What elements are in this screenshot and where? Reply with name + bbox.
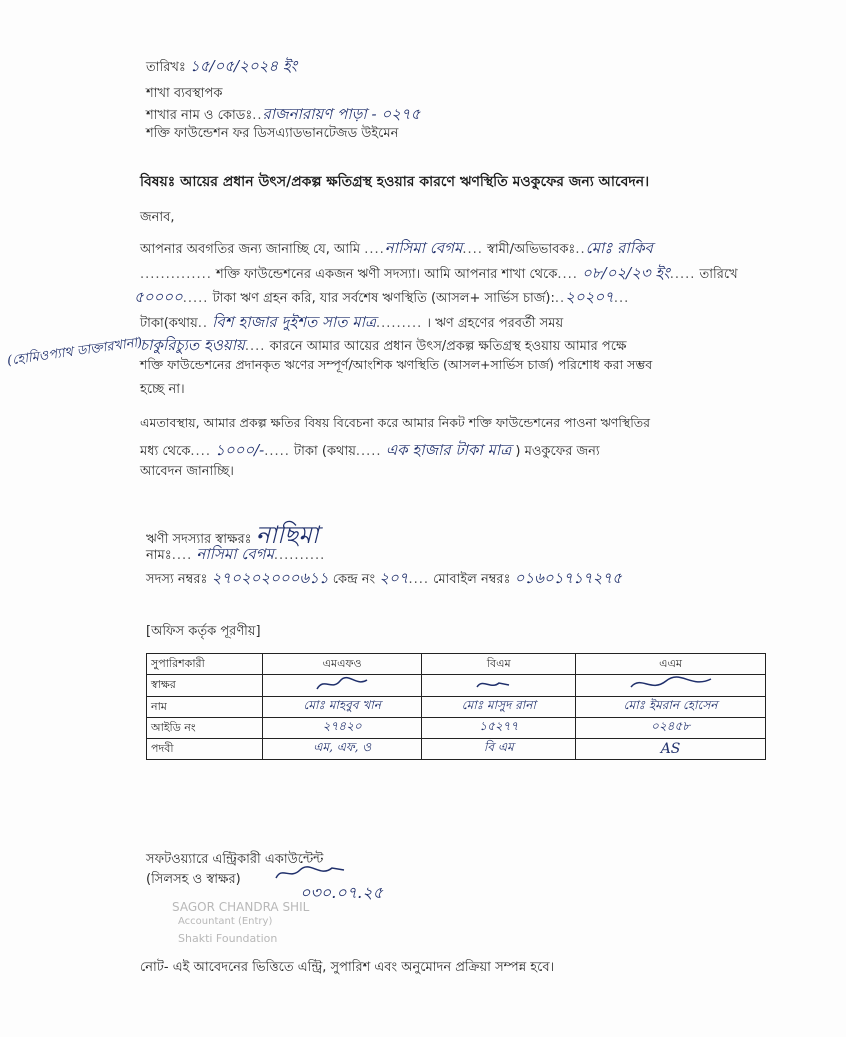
- para1-text-g: । ঋণ গ্রহণের পরবর্তী সময়: [426, 316, 564, 331]
- para2-text-a: মধ্য থেকে: [140, 444, 191, 459]
- para1-line3: ৫০০০০..... টাকা ঋণ গ্রহন করি, যার সর্বশেষ ঋণস্থিতি (আসল+ সার্ভিস চার্জ):..২০২০৭...: [134, 288, 630, 306]
- para2-line3: আবেদন জানাচ্ছি।: [140, 464, 234, 479]
- am-signature-cell: [576, 675, 766, 697]
- table-row: [147, 718, 766, 739]
- footer-note: নোট- এই আবেদনের ভিত্তিতে এন্ট্রি, সুপারিশ এবং অনুমোদন প্রক্রিয়া সম্পন্ন হবে।: [140, 960, 555, 975]
- center-number-label: কেন্দ্র নং: [332, 572, 376, 587]
- member-name-hw: নাসিমা বেগম: [196, 545, 274, 563]
- mfo-signature-icon: [312, 675, 372, 693]
- waive-words-hw: এক হাজার টাকা মাত্র: [385, 441, 512, 459]
- table-header-cell: সুপারিশকারী: [147, 654, 263, 675]
- member-name-line: নামঃ.... নাসিমা বেগম..........: [146, 545, 326, 563]
- date-label: তারিখঃ: [146, 60, 186, 75]
- accountant-date-hw: ০৩০.০৭.২৫: [300, 883, 383, 902]
- branch-value: রাজনারায়ণ পাড়া - ০২৭৫: [262, 105, 421, 123]
- margin-note-hw: (হোমিওপ্যাথ ডাক্তারখানা): [6, 335, 144, 369]
- para1-text-h: কারনে আমার আয়ের প্রধান উৎস/প্রকল্প ক্ষতিগ্রস্থ হওয়ায় আমার পক্ষে: [269, 339, 627, 354]
- mobile-number-hw: ০১৬০১৭১৭২৭৫: [514, 569, 622, 587]
- office-use-label: [অফিস কর্তৃক পূরণীয়]: [146, 624, 261, 639]
- member-number-hw: ২৭০২০২০০০৬১১: [211, 569, 329, 587]
- para1-text-c: শক্তি ফাউন্ডেশনের একজন ঋণী সদস্যা। আমি আপনার শাখা থেকে: [216, 267, 558, 282]
- para1-text-d: তারিখে: [699, 267, 738, 282]
- para1-line4: টাকা(কথায়.. বিশ হাজার দুইশত সাত মাত্র......... । ঋণ গ্রহণের পরবর্তী সময়: [140, 313, 564, 331]
- para1-line6: শক্তি ফাউন্ডেশনের প্রদানকৃত ঋণের সম্পূর্ণ/আংশিক ঋণস্থিতি (আসল+সার্ভিস চার্জ) পরিশোধ করা সম্ভব: [140, 357, 653, 372]
- para2-line1: এমতাবস্থায়, আমার প্রকল্প ক্ষতির বিষয় বিবেচনা করে আমার নিকট শক্তি ফাউন্ডেশনের পাওনা ঋণস্থিতির: [140, 415, 651, 430]
- date-value: ১৫/০৫/২০২৪ ইং: [190, 57, 298, 75]
- table-row: [147, 675, 766, 697]
- table-header-row: [147, 654, 766, 675]
- bm-signature-cell: [422, 675, 576, 697]
- accountant-title: সফটওয়্যারে এন্ট্রিকারী একাউন্টেন্ট: [146, 852, 324, 867]
- reason-hw: চাকুরিচ্যুত হওয়ায়: [140, 336, 245, 354]
- para1-text-a: আপনার অবগতির জন্য জানাচ্ছি যে, আমি: [140, 242, 361, 257]
- member-name-label: নামঃ: [146, 548, 172, 563]
- member-signature-hw: নাছিমা: [255, 521, 319, 549]
- branch-line: শাখার নাম ও কোডঃ..রাজনারায়ণ পাড়া - ০২৭৫: [146, 105, 421, 123]
- accountant-seal-label: (সিলসহ ও স্বাক্ষর): [146, 872, 241, 887]
- salutation: জনাব,: [140, 210, 175, 225]
- para2-text-b: টাকা (কথায়: [294, 444, 356, 459]
- member-number-label: সদস্য নম্বরঃ: [146, 572, 208, 587]
- member-number-line: সদস্য নম্বরঃ ২৭০২০২০০০৬১১ কেন্দ্র নং ২০৭.... মোবাইল নম্বরঃ ০১৬০১৭১৭২৭৫: [146, 569, 622, 587]
- subject-line: বিষয়ঃ আয়ের প্রধান উৎস/প্রকল্প ক্ষতিগ্রস্থ হওয়ার কারণে ঋণস্থিতি মওকুফের জন্য আবেদন।: [140, 174, 650, 190]
- table-row-label: নাম: [147, 697, 263, 718]
- para1-text-f: টাকা(কথায়: [140, 316, 198, 331]
- bm-name-cell: মোঃ মাসুদ রানা: [422, 697, 576, 718]
- table-row-label: আইডি নং: [147, 718, 263, 739]
- table-header-cell: এএম: [576, 654, 766, 675]
- mobile-number-label: মোবাইল নম্বরঃ: [433, 572, 511, 587]
- balance-words-hw: বিশ হাজার দুইশত সাত মাত্র: [212, 313, 377, 331]
- table-row: [147, 697, 766, 718]
- stamp-organization: Shakti Foundation: [178, 932, 278, 945]
- para1-line7: হচ্ছে না।: [140, 382, 185, 397]
- bm-signature-icon: [469, 675, 529, 693]
- am-id-cell: ০২৪৫৮: [576, 718, 766, 739]
- center-number-hw: ২০৭: [379, 569, 409, 587]
- para1-line1: আপনার অবগতির জন্য জানাচ্ছি যে, আমি ....নাসিমা বেগম.... স্বামী/অভিভাবকঃ..মোঃ রাকিব: [140, 239, 653, 257]
- date-line: [146, 55, 297, 80]
- recipient-line: শাখা ব্যবস্থাপক: [146, 86, 223, 101]
- para1-line5: চাকুরিচ্যুত হওয়ায়.... কারনে আমার আয়ের প্রধান উৎস/প্রকল্প ক্ষতিগ্রস্থ হওয়ায় আমার পক্ষে: [140, 336, 627, 354]
- loan-amount-hw: ৫০০০০: [134, 288, 183, 306]
- branch-label: শাখার নাম ও কোডঃ: [146, 108, 253, 123]
- organization-line: শক্তি ফাউন্ডেশন ফর ডিসএ্যাডভানটেজড উইমেন: [146, 126, 399, 141]
- loan-date-hw: ০৮/০২/২৩ ইং: [582, 264, 670, 282]
- loan-balance-hw: ২০২০৭: [565, 288, 614, 306]
- applicant-name-hw: নাসিমা বেগম: [384, 239, 463, 257]
- para2-line2: মধ্য থেকে.... ১০০০/-..... টাকা (কথায়..... এক হাজার টাকা মাত্র ) মওকুফের জন্য: [140, 441, 600, 459]
- waive-amount-hw: ১০০০/-: [215, 441, 265, 459]
- bm-designation-cell: বি এম: [422, 739, 576, 760]
- table-row: [147, 739, 766, 760]
- para1-text-b: স্বামী/অভিভাবকঃ: [486, 242, 576, 257]
- table-row-label: পদবী: [147, 739, 263, 760]
- table-row-label: স্বাক্ষর: [147, 675, 263, 697]
- table-header-cell: বিএম: [422, 654, 576, 675]
- guardian-name-hw: মোঃ রাকিব: [585, 239, 653, 257]
- member-signature-label: ঋণী সদস্যার স্বাক্ষরঃ: [146, 532, 252, 547]
- table-header-cell: এমএফও: [262, 654, 422, 675]
- stamp-name: SAGOR CHANDRA SHIL: [172, 900, 310, 914]
- mfo-signature-cell: [262, 675, 422, 697]
- para1-line2: .............. শক্তি ফাউন্ডেশনের একজন ঋণী সদস্যা। আমি আপনার শাখা থেকে.... ০৮/০২/২৩ ইং..... তারিখে: [140, 264, 738, 282]
- am-signature-icon: [626, 675, 716, 693]
- am-designation-cell: AS: [576, 739, 766, 760]
- am-name-cell: মোঃ ইমরান হোসেন: [576, 697, 766, 718]
- mfo-designation-cell: এম, এফ, ও: [262, 739, 422, 760]
- stamp-role: Accountant (Entry): [178, 916, 273, 927]
- para1-text-e: টাকা ঋণ গ্রহন করি, যার সর্বশেষ ঋণস্থিতি (আসল+ সার্ভিস চার্জ):: [212, 291, 555, 306]
- mfo-id-cell: ২৭৪২০: [262, 718, 422, 739]
- bm-id-cell: ১৫২৭৭: [422, 718, 576, 739]
- mfo-name-cell: মোঃ মাহবুব খান: [262, 697, 422, 718]
- recommendation-table: [146, 653, 766, 760]
- para2-text-c: ) মওকুফের জন্য: [515, 444, 600, 459]
